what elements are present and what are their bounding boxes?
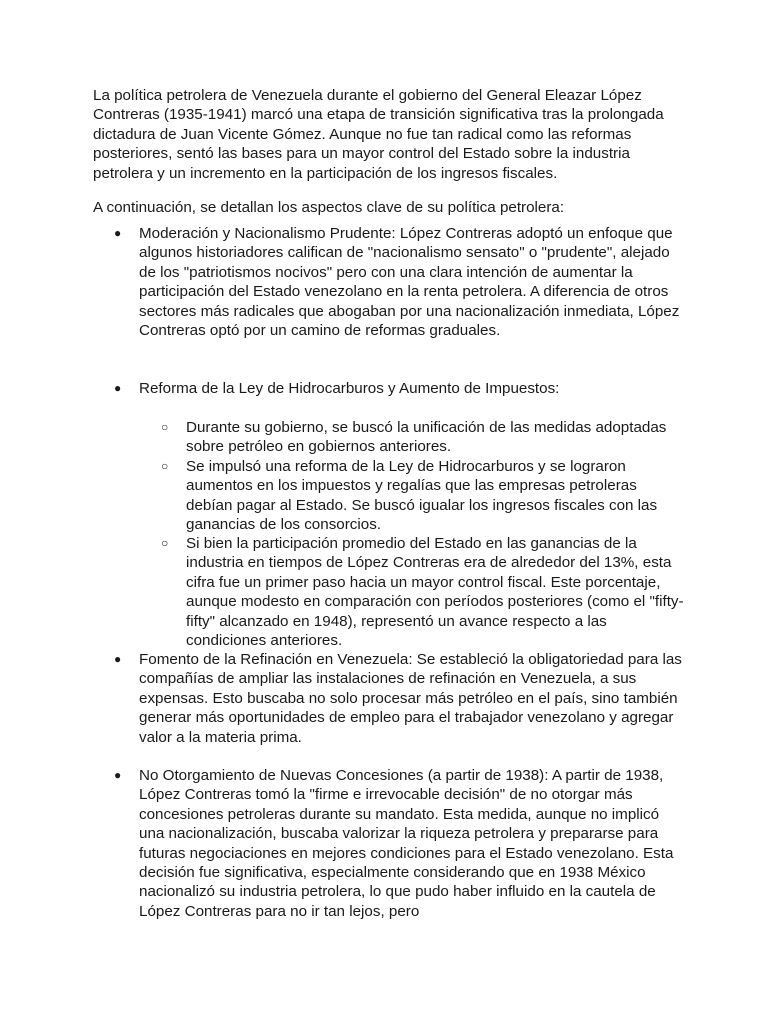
bullet-item-concesiones: No Otorgamiento de Nuevas Concesiones (a partir de 1938): A partir de 1938, López Contreras tomó la "firme e irrevocable decisión" de no otorgar más concesiones petroleras durante su mandato. Esta medida, aunque no implicó una nacionalización, buscaba valorizar la riqueza petrolera y prepararse para futuras negociaciones en mejores condiciones para el Estado venezolano. Esta decisión fue significativa, especialmente considerando que en 1938 México nacionalizó su industria petrolera, lo que pudo haber influido en la cautela de López Contreras para no ir tan lejos, pero	[139, 767, 674, 920]
bullet-marker: ●	[114, 768, 122, 782]
bullet-marker: ●	[114, 652, 122, 666]
sub-item-ley-hidrocarburos: Se impulsó una reforma de la Ley de Hidrocarburos y se lograron aumentos en los impuestos y regalías que las empresas petroleras debían pagar al Estado. Se buscó igualar los ingresos fiscales con las ganancias de los consorcios.	[186, 458, 658, 534]
sub-bullet-marker: ○	[161, 459, 169, 473]
bullet-marker: ●	[114, 381, 122, 395]
sub-item-unificacion: Durante su gobierno, se buscó la unificación de las medidas adoptadas sobre petróleo en gobiernos anteriores.	[186, 419, 667, 456]
bullet-item-refinacion: Fomento de la Refinación en Venezuela: Se estableció la obligatoriedad para las compañías de ampliar las instalaciones de refinación en Venezuela, a sus expensas. Esto buscaba no solo procesar más petróleo en el país, sino también generar más oportunidades de empleo para el trabajador venezolano y agregar valor a la materia prima.	[139, 651, 682, 746]
bullet-item-reforma: Reforma de la Ley de Hidrocarburos y Aumento de Impuestos:	[139, 380, 560, 397]
sub-bullet-marker: ○	[161, 536, 169, 550]
bullet-item-moderacion: Moderación y Nacionalismo Prudente: López Contreras adoptó un enfoque que algunos historiadores califican de "nacionalismo sensato" o "prudente", alejado de los "patriotismos nocivos" pero con una clara intención de aumentar la participación del Estado venezolano en la renta petrolera. A diferencia de otros sectores más radicales que abogaban por una nacionalización inmediata, López Contreras optó por un camino de reformas graduales.	[139, 225, 680, 340]
sub-item-participacion: Si bien la participación promedio del Estado en las ganancias de la industria en tiempos de López Contreras era de alrededor del 13%, esta cifra fue un primer paso hacia un mayor control fiscal. Este porcentaje, aunque modesto en comparación con períodos posteriores (como el "fifty-fifty" alcanzado en 1948), representó un avance respecto a las condiciones anteriores.	[186, 535, 684, 650]
lead-paragraph: A continuación, se detallan los aspectos clave de su política petrolera:	[93, 199, 565, 216]
bullet-marker: ●	[114, 226, 122, 240]
intro-paragraph: La política petrolera de Venezuela durante el gobierno del General Eleazar López Contreras (1935-1941) marcó una etapa de transición significativa tras la prolongada dictadura de Juan Vicente Gómez. Aunque no fue tan radical como las reformas posteriores, sentó las bases para un mayor control del Estado sobre la industria petrolera y un incremento en la participación de los ingresos fiscales.	[93, 87, 664, 182]
sub-bullet-marker: ○	[161, 420, 169, 434]
